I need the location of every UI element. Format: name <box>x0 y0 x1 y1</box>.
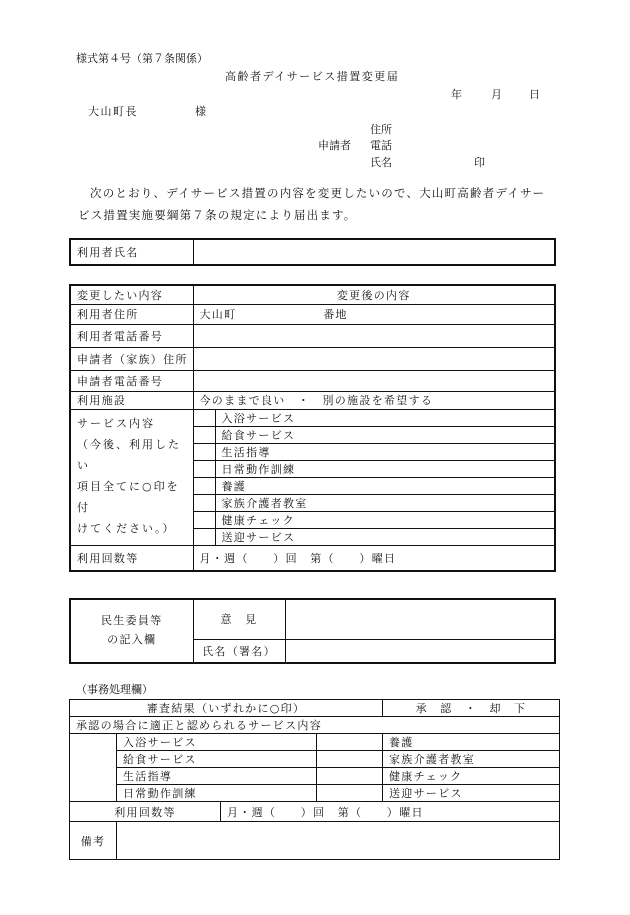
applicant-address-field[interactable] <box>193 347 555 370</box>
service-item-2: 生活指導 <box>215 443 555 460</box>
service-mark-3[interactable] <box>193 460 215 477</box>
approved-services-label: 承認の場合に適正と認められるサービス内容 <box>70 717 560 734</box>
service-item-5: 家族介護者教室 <box>215 494 555 511</box>
opinion-field[interactable] <box>285 599 555 639</box>
service-mark-6[interactable] <box>193 511 215 528</box>
applicant-address-row-label: 申請者（家族）住所 <box>70 347 193 370</box>
office-mark-right-3[interactable] <box>317 785 383 802</box>
office-mark-right-2[interactable] <box>317 768 383 785</box>
welfare-label: 民生委員等 の記入欄 <box>70 599 193 663</box>
welfare-table <box>69 598 556 664</box>
date-year: 年 <box>451 88 462 101</box>
user-address-label: 利用者住所 <box>70 304 193 324</box>
service-item-7: 送迎サービス <box>215 528 555 545</box>
opinion-label: 意 見 <box>193 599 285 639</box>
office-service-left-2: 生活指導 <box>117 768 317 785</box>
remarks-field[interactable] <box>117 822 560 860</box>
service-mark-5[interactable] <box>193 494 215 511</box>
office-service-right-3: 送迎サービス <box>383 785 560 802</box>
user-phone-field[interactable] <box>193 324 555 347</box>
services-label: サービス内容 （今後、利用したい 項目全てに○印を付 けてください。） <box>70 409 193 545</box>
form-title: 高齢者デイサービス措置変更届 <box>225 70 400 83</box>
service-item-0: 入浴サービス <box>215 409 555 426</box>
service-item-3: 日常動作訓練 <box>215 460 555 477</box>
service-item-6: 健康チェック <box>215 511 555 528</box>
service-mark-0[interactable] <box>193 409 215 426</box>
address-banchi: 番地 <box>323 308 348 321</box>
addressee-name: 大山町長 <box>88 105 138 118</box>
applicant-phone-row-label: 申請者電話番号 <box>70 370 193 391</box>
applicant-label: 申請者 <box>318 139 351 152</box>
addressee-honorific: 様 <box>195 105 206 118</box>
office-frequency-label: 利用回数等 <box>70 802 221 822</box>
form-number: 様式第４号（第７条関係） <box>76 52 208 65</box>
date-month: 月 <box>491 88 502 101</box>
frequency-label: 利用回数等 <box>70 545 193 571</box>
office-service-right-2: 健康チェック <box>383 768 560 785</box>
office-service-right-1: 家族介護者教室 <box>383 751 560 768</box>
frequency-field[interactable]: 月・週（ ）回 第（ ）曜日 <box>193 545 555 571</box>
service-item-1: 給食サービス <box>215 426 555 443</box>
facility-label: 利用施設 <box>70 391 193 409</box>
user-phone-label: 利用者電話番号 <box>70 324 193 347</box>
seal-mark: 印 <box>474 156 485 169</box>
office-mark-right-0[interactable] <box>317 734 383 751</box>
result-label: 審査結果（いずれかに○印） <box>70 700 383 717</box>
address-town: 大山町 <box>199 308 237 321</box>
change-col-header: 変更したい内容 <box>70 285 193 304</box>
service-mark-1[interactable] <box>193 426 215 443</box>
office-mark-right-1[interactable] <box>317 751 383 768</box>
service-mark-7[interactable] <box>193 528 215 545</box>
applicant-phone-label: 電話 <box>370 139 392 152</box>
after-col-header: 変更後の内容 <box>193 285 555 304</box>
office-service-left-3: 日常動作訓練 <box>117 785 317 802</box>
date-day: 日 <box>529 88 540 101</box>
signature-field[interactable] <box>285 639 555 663</box>
applicant-address-label: 住所 <box>370 123 392 136</box>
office-frequency-field[interactable]: 月・週（ ）回 第（ ）曜日 <box>221 802 560 822</box>
office-table <box>69 699 560 860</box>
office-heading: （事務処理欄） <box>76 683 153 696</box>
service-mark-4[interactable] <box>193 477 215 494</box>
user-name-label: 利用者氏名 <box>70 239 193 265</box>
result-value[interactable]: 承 認 ・ 却 下 <box>383 700 560 717</box>
change-table <box>69 284 556 572</box>
service-mark-2[interactable] <box>193 443 215 460</box>
facility-choice[interactable]: 今のままで良い ・ 別の施設を希望する <box>193 391 555 409</box>
office-service-left-0: 入浴サービス <box>117 734 317 751</box>
user-name-table <box>69 238 556 266</box>
user-name-field[interactable] <box>193 239 555 265</box>
signature-label: 氏名（署名） <box>193 639 285 663</box>
office-service-right-0: 養護 <box>383 734 560 751</box>
applicant-phone-field[interactable] <box>193 370 555 391</box>
body-paragraph: 次のとおり、デイサービス措置の内容を変更したいので、大山町高齢者デイサービス措置実施要綱第７条の規定により届出ます。 <box>78 186 546 222</box>
applicant-name-label: 氏名 <box>370 156 392 169</box>
remarks-label: 備考 <box>70 822 117 860</box>
user-address-field[interactable] <box>193 304 555 324</box>
service-item-4: 養護 <box>215 477 555 494</box>
office-service-left-1: 給食サービス <box>117 751 317 768</box>
